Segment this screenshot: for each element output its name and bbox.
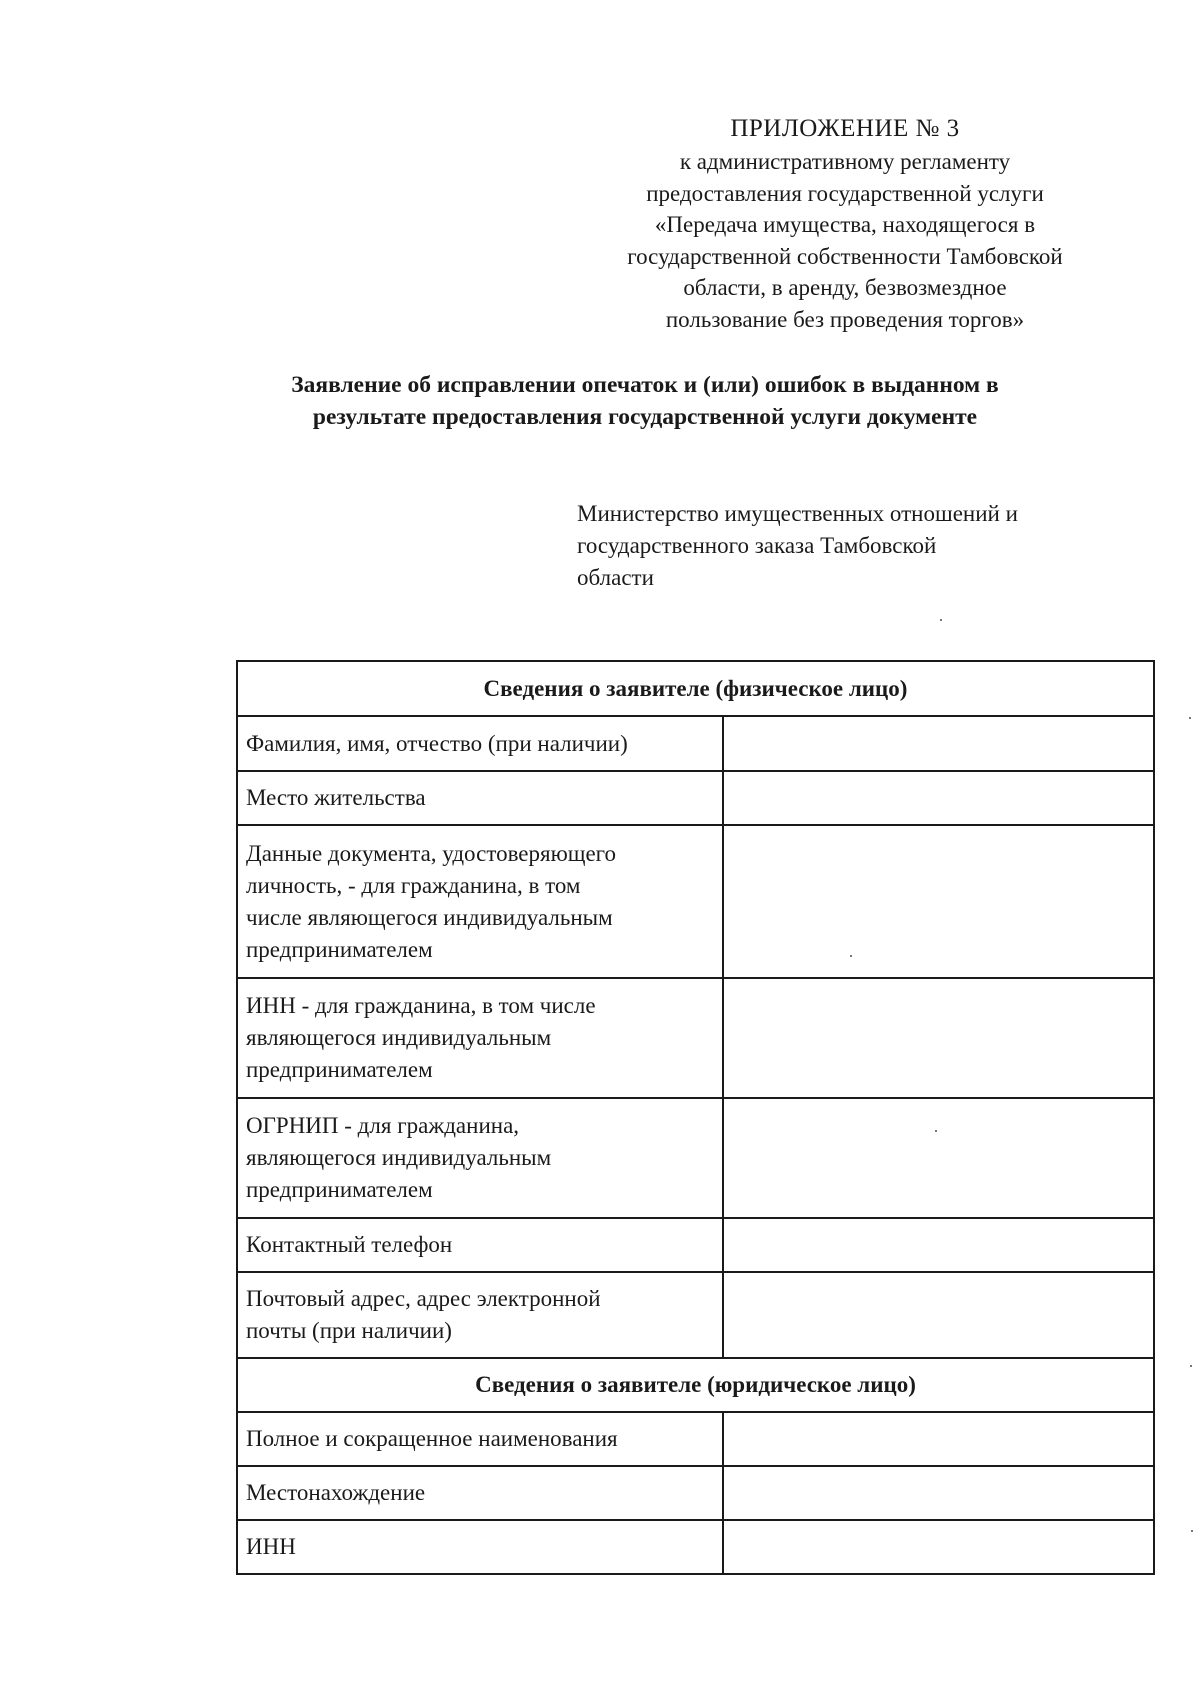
table-row	[237, 771, 1154, 825]
section-header-legal: Сведения о заявителе (юридическое лицо)	[237, 1358, 1154, 1412]
field-label-line: почты (при наличии)	[246, 1318, 452, 1343]
document-title-line: результате предоставления государственной услуги документе	[312, 404, 978, 430]
recipient-line: области	[577, 565, 654, 590]
field-label-line: Полное и сокращенное наименования	[246, 1426, 618, 1451]
field-value-cell[interactable]	[723, 1098, 1154, 1218]
scan-speck	[1191, 1530, 1193, 1532]
table-row	[237, 1520, 1154, 1574]
field-label-line: являющегося индивидуальным	[246, 1145, 552, 1170]
field-label	[237, 1098, 723, 1218]
table-row	[237, 1466, 1154, 1520]
field-label	[237, 1520, 723, 1574]
field-value-cell[interactable]	[723, 716, 1154, 771]
field-value-cell[interactable]	[723, 1520, 1154, 1574]
appendix-line: предоставления государственной услуги	[646, 180, 1044, 206]
field-label-line: предпринимателем	[246, 1057, 433, 1082]
field-value-cell[interactable]	[723, 771, 1154, 825]
table-row	[237, 716, 1154, 771]
field-label-line: Место жительства	[246, 785, 426, 810]
field-label	[237, 716, 723, 771]
table-row	[237, 1272, 1154, 1358]
field-value-cell[interactable]	[723, 1412, 1154, 1466]
appendix-line: пользование без проведения торгов»	[665, 306, 1025, 332]
recipient-line: Министерство имущественных отношений и	[577, 501, 1018, 526]
field-label	[237, 978, 723, 1098]
field-label-line: числе являющегося индивидуальным	[246, 904, 613, 930]
field-label-line: являющегося индивидуальным	[246, 1025, 552, 1050]
field-label-line: Фамилия, имя, отчество (при наличии)	[246, 730, 628, 756]
scan-speck	[1189, 717, 1191, 719]
field-label-line: ИНН	[246, 1534, 296, 1559]
applicant-form-table	[236, 660, 1155, 1575]
field-value-cell[interactable]	[723, 978, 1154, 1098]
field-value-cell[interactable]	[723, 1272, 1154, 1358]
section-header-individual: Сведения о заявителе (физическое лицо)	[237, 661, 1154, 716]
table-row	[237, 1412, 1154, 1466]
field-label-line: ИНН - для гражданина, в том числе	[246, 993, 596, 1018]
section-header-row	[237, 661, 1154, 716]
field-value-cell[interactable]	[723, 825, 1154, 978]
table-row	[237, 978, 1154, 1098]
field-value-cell[interactable]	[723, 1466, 1154, 1520]
field-value-cell[interactable]	[723, 1218, 1154, 1272]
field-label-line: предпринимателем	[246, 936, 433, 962]
field-label-line: ОГРНИП - для гражданина,	[246, 1113, 520, 1138]
field-label	[237, 1412, 723, 1466]
field-label	[237, 1466, 723, 1520]
field-label	[237, 771, 723, 825]
field-label-line: Данные документа, удостоверяющего	[246, 840, 617, 866]
appendix-header	[575, 112, 1115, 335]
recipient-block	[577, 498, 1137, 594]
table-row	[237, 1218, 1154, 1272]
appendix-line: «Передача имущества, находящегося в	[654, 212, 1036, 237]
scan-speck	[940, 619, 942, 621]
appendix-line: государственной собственности Тамбовской	[627, 243, 1063, 269]
field-label-line: Почтовый адрес, адрес электронной	[246, 1286, 601, 1311]
document-title-line: Заявление об исправлении опечаток и (или) ошибок в выданном в	[291, 372, 999, 398]
field-label	[237, 825, 723, 978]
scan-speck	[935, 1130, 937, 1132]
field-label-line: предпринимателем	[246, 1177, 433, 1202]
field-label	[237, 1272, 723, 1358]
field-label	[237, 1218, 723, 1272]
appendix-line: к административному регламенту	[679, 149, 1011, 174]
recipient-line: государственного заказа Тамбовской	[577, 533, 937, 558]
field-label-line: личность, - для гражданина, в том	[246, 872, 581, 898]
field-label-line: Контактный телефон	[246, 1232, 453, 1257]
scan-speck	[1190, 1365, 1192, 1367]
appendix-line: области, в аренду, безвозмездное	[683, 275, 1007, 300]
appendix-title: ПРИЛОЖЕНИЕ № 3	[730, 115, 960, 142]
section-header-row	[237, 1358, 1154, 1412]
document-title	[205, 369, 1085, 433]
table-row	[237, 1098, 1154, 1218]
table-row	[237, 825, 1154, 978]
field-label-line: Местонахождение	[246, 1480, 426, 1505]
scan-speck	[850, 955, 852, 957]
